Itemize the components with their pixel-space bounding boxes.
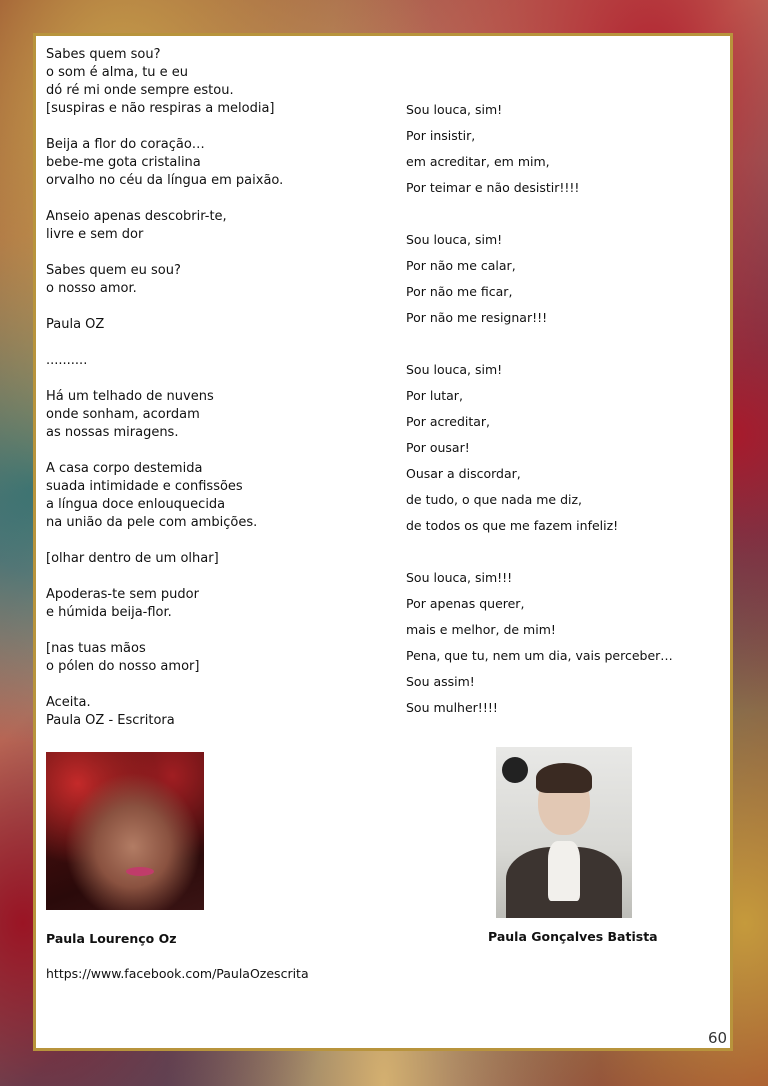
- poem-line: Por não me calar,: [406, 258, 516, 273]
- poem-line: Sou louca, sim!: [406, 232, 503, 247]
- poem-line: Anseio apenas descobrir-te,: [46, 209, 227, 224]
- poem-line: Beija a flor do coração…: [46, 137, 205, 152]
- poem-line: dó ré mi onde sempre estou.: [46, 83, 234, 98]
- poem-line: Sou louca, sim!: [406, 102, 503, 117]
- author-photo-paula-goncalves-batista: [496, 747, 632, 918]
- poem-line: ..........: [46, 353, 88, 368]
- left-poem: [46, 46, 386, 730]
- poem-line: mais e melhor, de mim!: [406, 622, 556, 637]
- poem-line: Por ousar!: [406, 440, 470, 455]
- poem-line: Pena, que tu, nem um dia, vais perceber…: [406, 648, 673, 663]
- poem-line: [suspiras e não respiras a melodia]: [46, 101, 275, 116]
- photo-detail: [536, 763, 592, 793]
- poem-line: [olhar dentro de um olhar]: [46, 551, 219, 566]
- poem-line: Sou louca, sim!!!: [406, 570, 513, 585]
- poem-line: [46, 676, 386, 694]
- poem-line: Sou louca, sim!: [406, 362, 503, 377]
- poem-line: [46, 622, 386, 640]
- poem-line: onde sonham, acordam: [46, 407, 200, 422]
- poem-line: [46, 244, 386, 262]
- poem-line: [46, 190, 386, 208]
- poem-line: [46, 118, 386, 136]
- poem-line: Sabes quem eu sou?: [46, 263, 181, 278]
- poem-line: Ousar a discordar,: [406, 466, 521, 481]
- poem-line: livre e sem dor: [46, 227, 144, 242]
- poem-line: [46, 442, 386, 460]
- poem-line: o pólen do nosso amor]: [46, 659, 200, 674]
- right-poem: [406, 97, 726, 721]
- poem-line: em acreditar, em mim,: [406, 154, 550, 169]
- facebook-link[interactable]: https://www.facebook.com/PaulaOzescrita: [46, 966, 309, 981]
- photo-detail: [126, 867, 154, 876]
- poem-line: [46, 334, 386, 352]
- poem-line: de todos os que me fazem infeliz!: [406, 518, 619, 533]
- poem-line: o som é alma, tu e eu: [46, 65, 189, 80]
- poem-line: suada intimidade e confissões: [46, 479, 243, 494]
- author-name-right: Paula Gonçalves Batista: [488, 929, 658, 944]
- poem-line: [406, 331, 726, 357]
- poem-line: A casa corpo destemida: [46, 461, 203, 476]
- poem-line: Por teimar e não desistir!!!!: [406, 180, 580, 195]
- poem-line: o nosso amor.: [46, 281, 137, 296]
- author-photo-paula-lourenco-oz: [46, 752, 204, 910]
- poem-line: Paula OZ: [46, 317, 105, 332]
- poem-line: Sabes quem sou?: [46, 47, 161, 62]
- photo-badge: [502, 757, 528, 783]
- poem-line: Sou assim!: [406, 674, 475, 689]
- poem-line: orvalho no céu da língua em paixão.: [46, 173, 284, 188]
- poem-line: Há um telhado de nuvens: [46, 389, 214, 404]
- poem-line: Apoderas-te sem pudor: [46, 587, 199, 602]
- poem-line: Por não me ficar,: [406, 284, 513, 299]
- author-name-left: Paula Lourenço Oz: [46, 931, 177, 946]
- poem-line: Por acreditar,: [406, 414, 491, 429]
- poem-line: [46, 568, 386, 586]
- poem-line: [46, 298, 386, 316]
- poem-line: [46, 532, 386, 550]
- poem-line: e húmida beija-flor.: [46, 605, 172, 620]
- poem-line: as nossas miragens.: [46, 425, 179, 440]
- poem-line: [nas tuas mãos: [46, 641, 146, 656]
- page-number: 60: [708, 1029, 728, 1047]
- photo-detail: [548, 841, 580, 901]
- poem-line: a língua doce enlouquecida: [46, 497, 226, 512]
- poem-line: [406, 539, 726, 565]
- poem-line: bebe-me gota cristalina: [46, 155, 201, 170]
- poem-line: Por lutar,: [406, 388, 463, 403]
- poem-line: Paula OZ - Escritora: [46, 713, 175, 728]
- poem-line: [406, 201, 726, 227]
- poem-line: Sou mulher!!!!: [406, 700, 498, 715]
- poem-line: de tudo, o que nada me diz,: [406, 492, 583, 507]
- poem-line: Aceita.: [46, 695, 91, 710]
- poem-line: [46, 370, 386, 388]
- poem-line: Por apenas querer,: [406, 596, 525, 611]
- poem-line: Por não me resignar!!!: [406, 310, 548, 325]
- poem-line: na união da pele com ambições.: [46, 515, 258, 530]
- poem-line: Por insistir,: [406, 128, 476, 143]
